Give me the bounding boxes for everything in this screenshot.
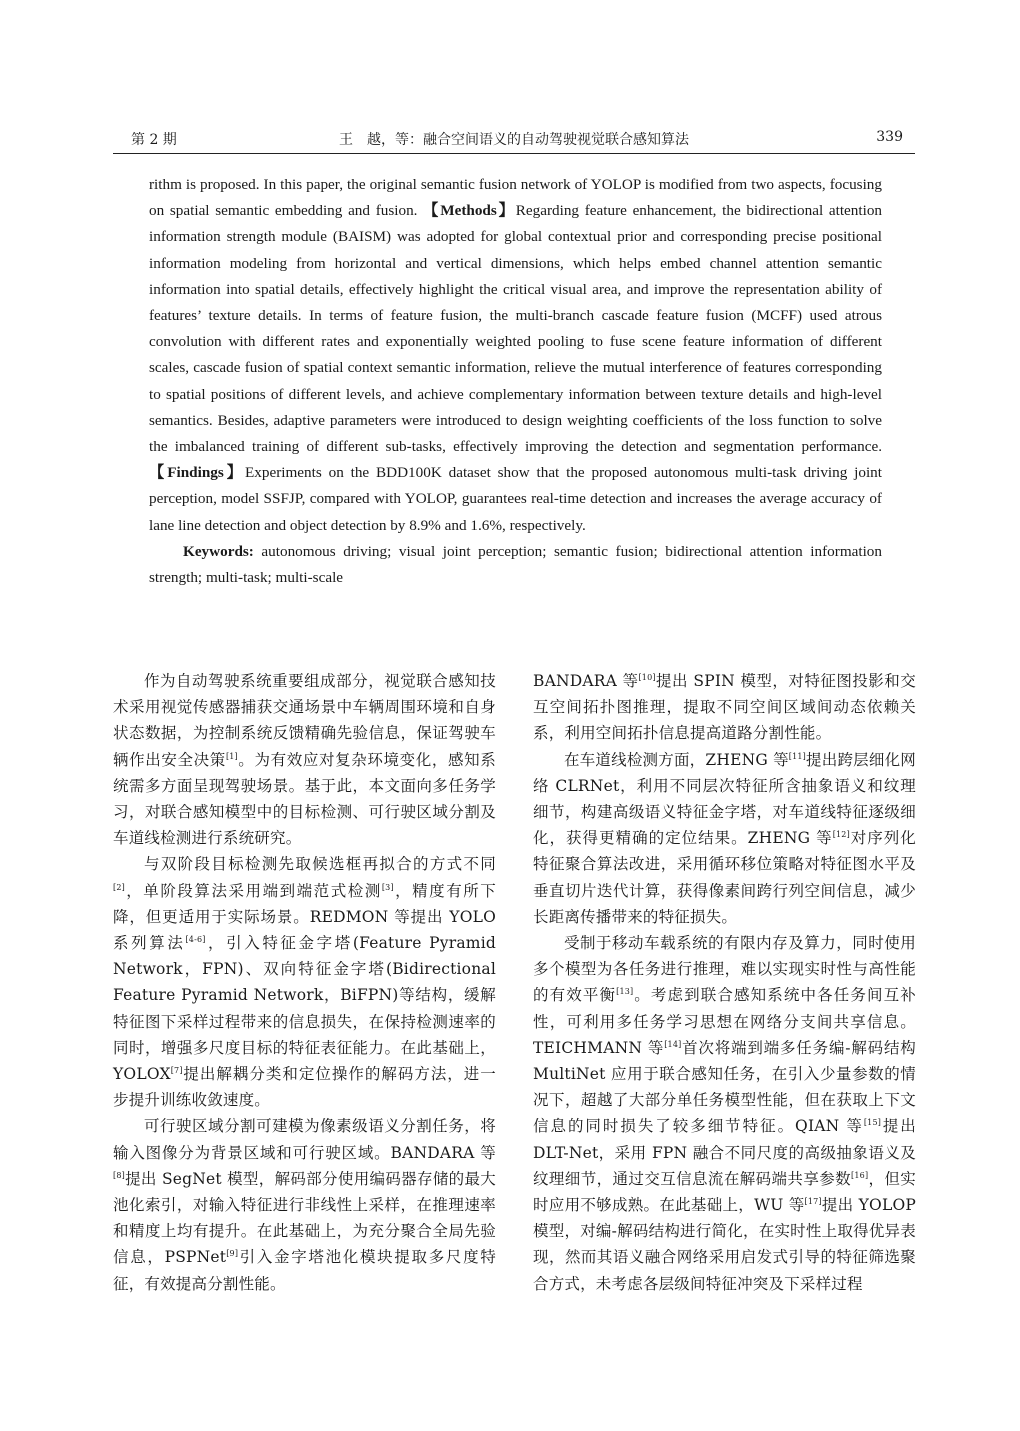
- citation: [17]: [804, 1196, 822, 1206]
- right-column: [533, 668, 916, 1297]
- text: BANDARA 等: [533, 672, 639, 690]
- text: 首次将端到端多任务编-解码结构 MultiNet 应用于联合感知任务，在引入少量参数的情况下，超越了大部分单任务模型性能，但在获取上下文信息的同时损失了较多细节特征。QIAN 等: [533, 1038, 916, 1136]
- citation: [10]: [638, 672, 656, 682]
- header-divider: [113, 153, 915, 154]
- paragraph: [533, 668, 916, 747]
- left-column: [113, 668, 496, 1297]
- paragraph: [113, 851, 496, 1113]
- paragraph: [113, 668, 496, 851]
- citation: [4-6]: [185, 934, 206, 944]
- abstract-text: Regarding feature enhancement, the bidirectional attention information strength module (BAISM) was adopted for global contextual prior and corresponding precise positional information modeling from horizontal and vertical dimensions, which helps embed channel attention semantic information into spatial details, effectively highlight the critical visual area, and improve the representation ability of features’ texture details. In terms of feature fusion, the multi-branch cascade feature fusion (MCFF) used atrous convolution with different rates and exponentially weighted pooling to fuse scene feature information of different scales, cascade fusion of spatial context semantic information, relieve the mutual interference of features corresponding to spatial positions of different levels, and achieve complementary information between texture details and high-level semantics. Besides, adaptive parameters were introduced to design weighting coefficients of the loss function to solve the imbalanced training of different sub-tasks, effectively improving the detection and segmentation performance.: [149, 202, 883, 456]
- citation: [2]: [113, 882, 125, 892]
- paragraph: [533, 747, 916, 930]
- citation: [1]: [225, 751, 238, 761]
- citation: [7]: [170, 1065, 183, 1075]
- text: 对序列化特征聚合算法改进，采用循环移位策略对特征图水平及垂直切片迭代计算，获得像素间跨行列空间信息，减少长距离传播带来的特征损失。: [533, 829, 916, 926]
- running-header: [113, 126, 915, 150]
- citation: [3]: [381, 882, 394, 892]
- text: ，但实时应用不够成熟。在此基础上，WU 等: [533, 1169, 916, 1215]
- abstract-text: rithm is proposed. In this paper, the original semantic fusion network of YOLOP is modified from two aspects, focusing on spatial semantic embedding and fusion.: [149, 176, 882, 220]
- text: 可行驶区域分割可建模为像素级语义分割任务，将输入图像分为背景区域和可行驶区域。BANDARA 等: [113, 1117, 496, 1162]
- keywords-label: Keywords:: [183, 542, 254, 560]
- text: 。为有效应对复杂环境变化，感知系统需多方面呈现驾驶场景。基于此，本文面向多任务学习，对联合感知模型中的目标检测、可行驶区域分割及车道线检测进行系统研究。: [113, 750, 497, 848]
- text: 与双阶段目标检测先取候选框再拟合的方式不同: [144, 855, 496, 874]
- citation: [15]: [863, 1118, 882, 1128]
- text: 在车道线检测方面，ZHENG 等: [564, 750, 789, 769]
- text: 提出 YOLOP 模型，对编-解码结构进行简化，在实时性上取得优异表现，然而其语义融合网络采用启发式引导的特征筛选聚合方式，未考虑各层级间特征冲突及下采样过程: [533, 1196, 916, 1293]
- page-number: 339: [876, 129, 903, 145]
- text: ，精度有所下降，但更适用于实际场景。REDMON 等提出 YOLO 系列算法: [113, 881, 496, 953]
- citation: [16]: [851, 1170, 869, 1180]
- paragraph: [113, 1113, 496, 1296]
- text: 提出解耦分类和定位操作的解码方法，进一步提升训练收敛速度。: [113, 1065, 496, 1110]
- citation: [8]: [113, 1170, 125, 1180]
- citation: [13]: [616, 987, 634, 997]
- text: ，引入特征金字塔(Feature Pyramid Network，FPN)、双向特征金字塔(Bidirectional Feature Pyramid Network，BiFPN)等结构，缓解特征图下采样过程带来的信息损失，在保持检测速率的同时，增强多尺度目标的特征表征能力。在此基础上，YOLOX: [113, 934, 496, 1084]
- text: 提出跨层细化网络 CLRNet，利用不同层次特征所含抽象语义和纹理细节，构建高级语义特征金字塔，对车道线特征逐级细化，获得更精确的定位结果。ZHENG 等: [533, 750, 916, 848]
- citation: [11]: [788, 751, 807, 761]
- text: 作为自动驾驶系统重要组成部分，视觉联合感知技术采用视觉传感器捕获交通场景中车辆周围环境和自身状态数据，为控制系统反馈精确先验信息，保证驾驶车辆作出安全决策: [113, 672, 496, 769]
- running-title: 王 越，等：融合空间语义的自动驾驶视觉联合感知算法: [339, 132, 689, 148]
- citation: [14]: [664, 1039, 682, 1049]
- text: 提出 DLT-Net，采用 FPN 融合不同尺度的高级抽象语义及纹理细节，通过交互信息流在解码端共享参数: [533, 1117, 917, 1188]
- text: 提出 SPIN 模型，对特征图投影和交互空间拓扑图推理，提取不同空间区域间动态依赖关系，利用空间拓扑信息提高道路分割性能。: [533, 672, 917, 743]
- findings-label: 【Findings】: [149, 464, 246, 482]
- text: 受制于移动车载系统的有限内存及算力，同时使用多个模型为各任务进行推理，难以实现实时性与高性能的有效平衡: [533, 934, 916, 1005]
- english-abstract: [149, 172, 882, 591]
- text: 。考虑到联合感知系统中各任务间互补性，可利用多任务学习思想在网络分支间共享信息。TEICHMANN 等: [533, 986, 916, 1057]
- text: 引入金字塔池化模块提取多尺度特征，有效提高分割性能。: [113, 1248, 496, 1293]
- abstract-body: [149, 172, 882, 539]
- text: 提出 SegNet 模型，解码部分使用编码器存储的最大池化索引，对输入特征进行非线性上采样，在推理速率和精度上均有提升。在此基础上，为充分聚合全局先验信息，PSPNet: [113, 1169, 496, 1267]
- text: ，单阶段算法采用端到端范式检测: [124, 881, 382, 900]
- abstract-text: Experiments on the BDD100K dataset show that the proposed autonomous multi-task driving joint perception, model SSFJP, compared with YOLOP, guarantees real-time detection and increases the average accuracy of lane line detection and object detection by 8.9% and 1.6%, respectively.: [149, 464, 882, 534]
- keywords: [149, 539, 882, 591]
- issue-number: 第 2 期: [131, 132, 177, 148]
- paragraph: [533, 930, 916, 1297]
- citation: [9]: [226, 1249, 239, 1259]
- methods-label: 【Methods】: [423, 202, 516, 220]
- citation: [12]: [832, 830, 850, 840]
- keywords-text: autonomous driving; visual joint perception; semantic fusion; bidirectional attention information strength; multi-task; multi-scale: [149, 542, 882, 587]
